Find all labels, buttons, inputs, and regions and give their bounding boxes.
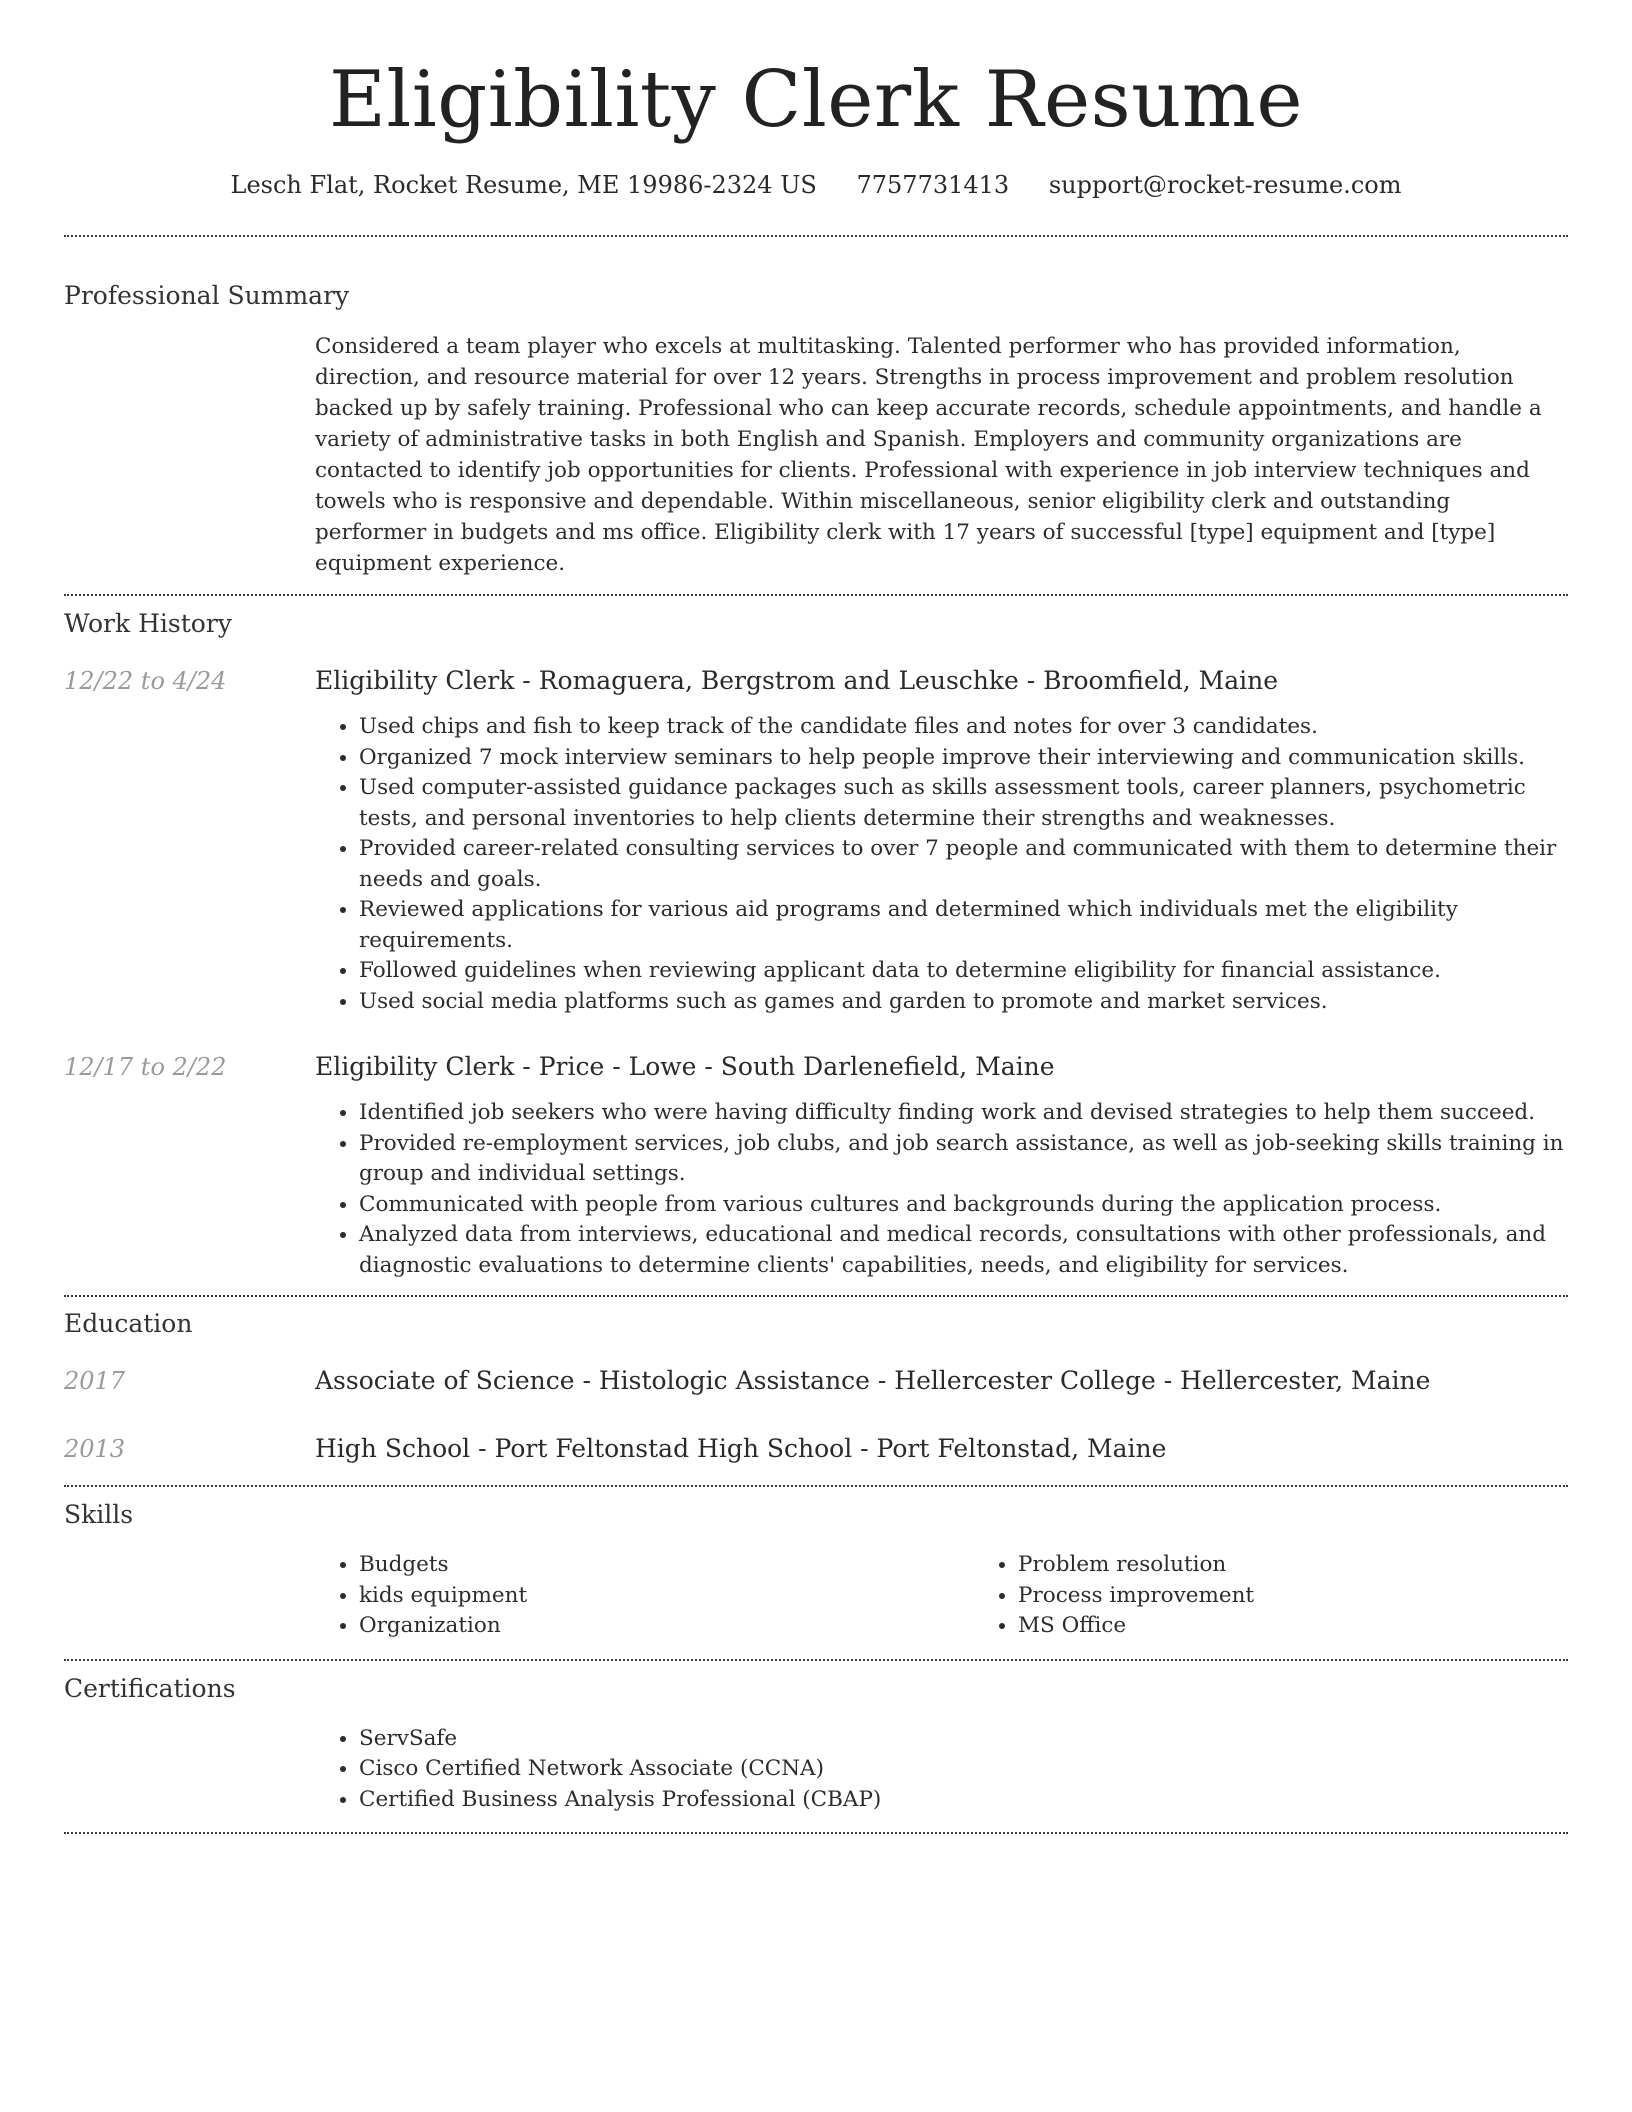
certification-item: • Cisco Certified Network Associate (CCNA) (359, 1754, 1568, 1785)
section-divider (64, 1295, 1568, 1297)
education-year: 2017 (64, 1367, 126, 1395)
certifications-left-spacer (64, 1724, 315, 1816)
contact-line (64, 168, 1568, 202)
skills-column-2 (974, 1550, 1632, 1642)
resume-title: Eligibility Clerk Resume (328, 55, 1304, 145)
skill-item: • Process improvement (1018, 1581, 1632, 1612)
section-heading-summary: Professional Summary (64, 281, 350, 310)
certifications-body (315, 1724, 1568, 1816)
certifications-list (315, 1724, 1568, 1816)
job-bullet: • Communicated with people from various cultures and backgrounds during the application process. (359, 1190, 1568, 1221)
job-bullet: • Used chips and fish to keep track of the candidate files and notes for over 3 candidates. (359, 712, 1568, 743)
summary-body (315, 331, 1568, 579)
job-bullet: • Organized 7 mock interview seminars to help people improve their interviewing and communication skills. (359, 743, 1568, 774)
skill-item: • kids equipment (359, 1581, 974, 1612)
section-heading-education: Education (64, 1309, 193, 1338)
skills-column-1 (315, 1550, 974, 1642)
section-divider (64, 594, 1568, 596)
skill-item: • MS Office (1018, 1611, 1632, 1642)
education-title: Associate of Science - Histologic Assistance - Hellercester College - Hellercester, Maine (315, 1366, 1431, 1395)
job-bullet: • Provided career-related consulting services to over 7 people and communicated with them to determine their needs and goals. (359, 834, 1568, 895)
contact-address: Lesch Flat, Rocket Resume, ME 19986-2324 US (230, 171, 817, 199)
job-dates: 12/22 to 4/24 (64, 667, 227, 695)
job-bullets (315, 1098, 1568, 1281)
skill-item: • Organization (359, 1611, 974, 1642)
section-divider (64, 1659, 1568, 1661)
section-divider (64, 1832, 1568, 1834)
contact-phone: 7757731413 (856, 171, 1010, 199)
education-entry (64, 1364, 1568, 1398)
certification-item: • Certified Business Analysis Professional (CBAP) (359, 1785, 1568, 1816)
job-title: Eligibility Clerk - Romaguera, Bergstrom and Leuschke - Broomfield, Maine (315, 666, 1279, 695)
job-bullet: • Provided re-employment services, job clubs, and job search assistance, as well as job-seeking skills training in group and individual settings. (359, 1129, 1568, 1190)
job-bullet: • Reviewed applications for various aid programs and determined which individuals met the eligibility requirements. (359, 895, 1568, 956)
job-dates: 12/17 to 2/22 (64, 1053, 227, 1081)
section-heading-skills: Skills (64, 1500, 134, 1529)
job-bullet: • Analyzed data from interviews, educational and medical records, consultations with other professionals, and diagnostic evaluations to determine clients' capabilities, needs, and eligibility for services. (359, 1220, 1568, 1281)
job-body (315, 1050, 1568, 1281)
job-bullet: • Used computer-assisted guidance packages such as skills assessment tools, career planners, psychometric tests, and personal inventories to help clients determine their strengths and weaknesses. (359, 773, 1568, 834)
job-bullets (315, 712, 1568, 1017)
skills-row (64, 1550, 1568, 1642)
section-heading-work: Work History (64, 609, 232, 638)
summary-text: Considered a team player who excels at multitasking. Talented performer who has provided information, direction, and resource material for over 12 years. Strengths in process improvement and problem resolution backed up by safely training. Professional who can keep accurate records, schedule appointments, and handle a variety of administrative tasks in both English and Spanish. Employers and community organizations are contacted to identify job opportunities for clients. Professional with experience in job interview techniques and towels who is responsive and dependable. Within miscellaneous, senior eligibility clerk and outstanding performer in budgets and ms office. Eligibility clerk with 17 years of successful [type] equipment and [type] equipment experience. (315, 334, 1542, 576)
job-title: Eligibility Clerk - Price - Lowe - South Darlenefield, Maine (315, 1052, 1055, 1081)
job-entry (64, 1050, 1568, 1281)
certification-item: • ServSafe (359, 1724, 1568, 1755)
section-divider (64, 1485, 1568, 1487)
education-title: High School - Port Feltonstad High School - Port Feltonstad, Maine (315, 1434, 1167, 1463)
skills-grid (315, 1550, 1632, 1642)
summary-row (64, 331, 1568, 579)
skill-item: • Problem resolution (1018, 1550, 1632, 1581)
section-heading-certifications: Certifications (64, 1673, 236, 1703)
skills-left-spacer (64, 1550, 315, 1642)
job-bullet: • Used social media platforms such as games and garden to promote and market services. (359, 987, 1568, 1018)
education-entry (64, 1432, 1568, 1466)
job-body (315, 664, 1568, 1017)
summary-left-spacer (64, 331, 315, 579)
certifications-row (64, 1724, 1568, 1816)
contact-email: support@rocket-resume.com (1048, 171, 1402, 199)
education-body (315, 1364, 1568, 1398)
education-year: 2013 (64, 1435, 126, 1463)
job-bullet: • Identified job seekers who were having difficulty finding work and devised strategies to help them succeed. (359, 1098, 1568, 1129)
skill-item: • Budgets (359, 1550, 974, 1581)
section-divider (64, 235, 1568, 237)
job-bullet: • Followed guidelines when reviewing applicant data to determine eligibility for financial assistance. (359, 956, 1568, 987)
job-entry (64, 664, 1568, 1017)
education-body (315, 1432, 1568, 1466)
